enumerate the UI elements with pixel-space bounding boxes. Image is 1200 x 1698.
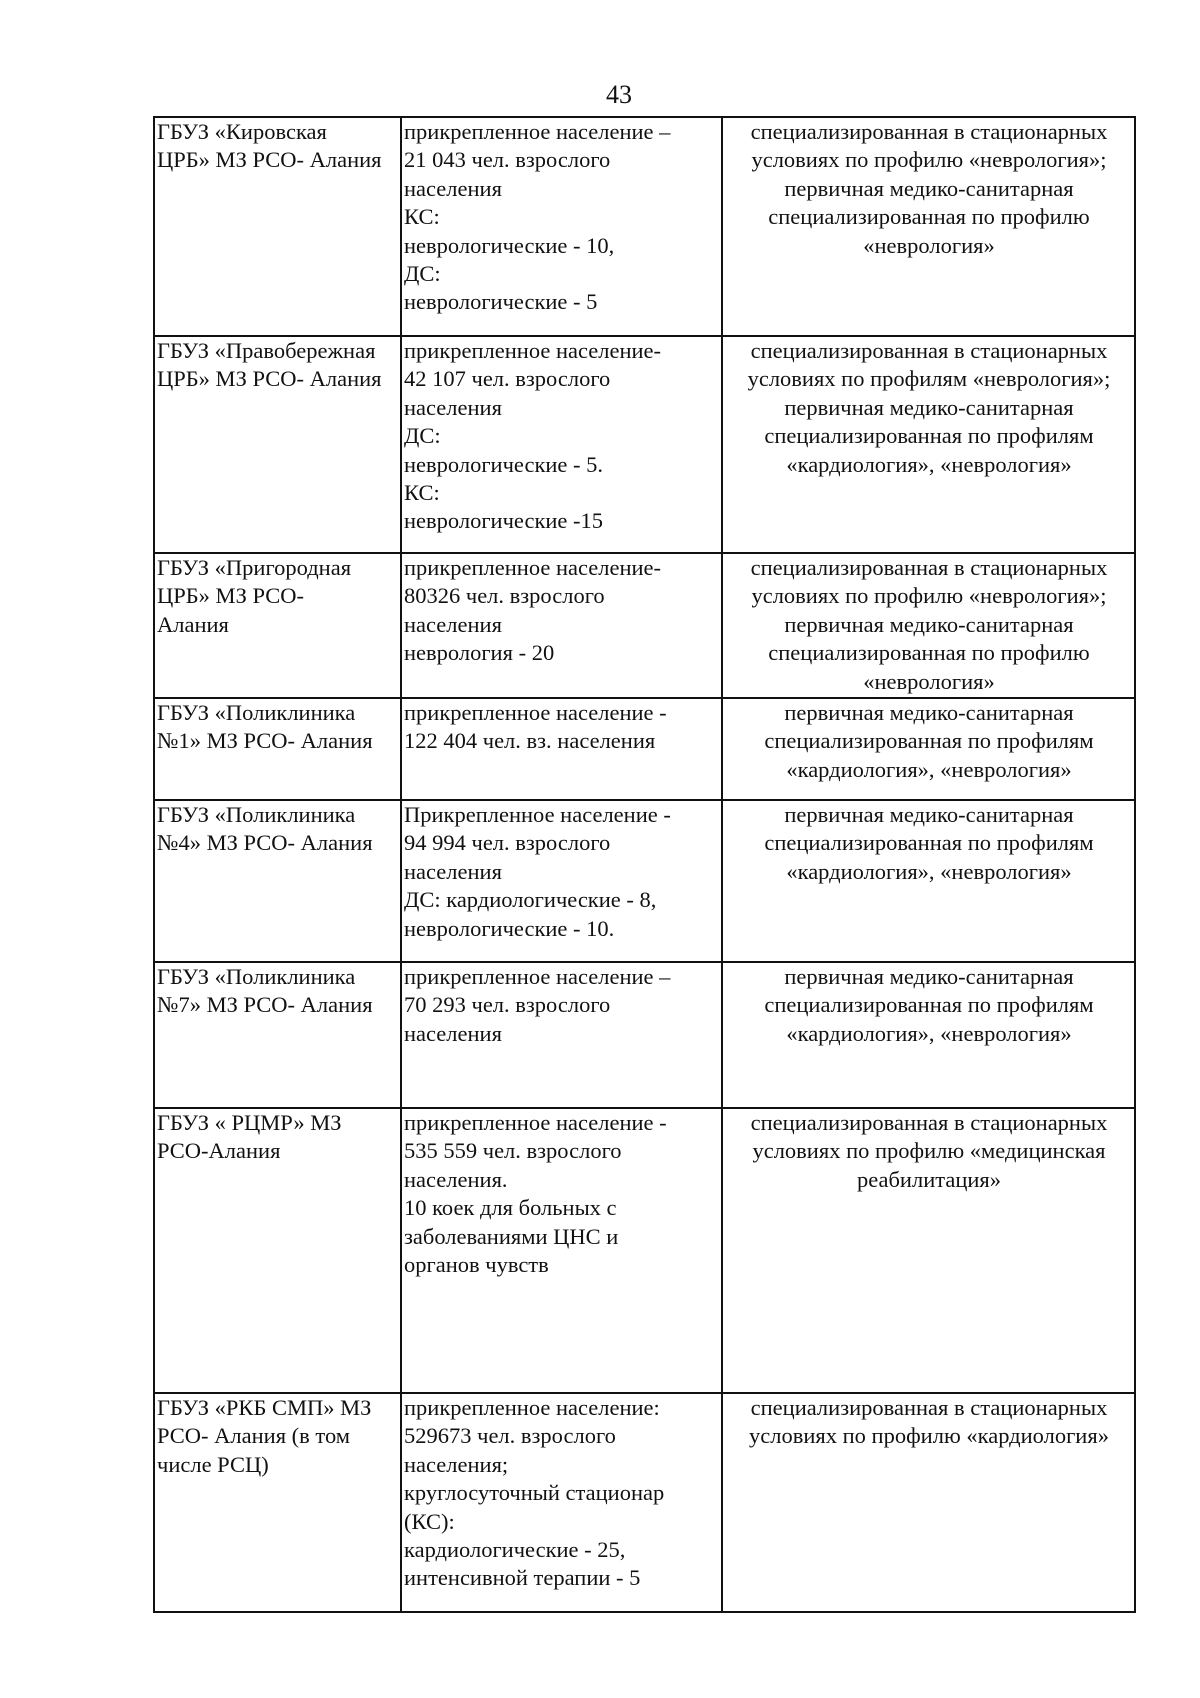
capacity-cell: [401, 117, 722, 336]
cell-text-line: специализированная в стационарных: [750, 119, 1108, 144]
cell-text-line: «кардиология», «неврология»: [786, 858, 1072, 884]
capacity-cell: [401, 1393, 722, 1612]
cell-text-line: реабилитация»: [856, 1166, 1002, 1192]
cell-text-line: ГБУЗ «Поликлиника: [157, 700, 356, 725]
table-row: [154, 698, 1135, 800]
organization-cell: [154, 117, 401, 336]
cell-text-line: прикрепленное население-: [404, 555, 662, 580]
cell-text-line: «кардиология», «неврология»: [786, 451, 1072, 477]
cell-text-line: «кардиология», «неврология»: [786, 756, 1072, 782]
cell-text-line: первичная медико-санитарная: [784, 964, 1074, 989]
cell-text-line: №4» МЗ РСО- Алания: [157, 830, 373, 856]
cell-text-line: населения: [404, 175, 502, 201]
cell-text-line: неврологические - 10.: [404, 915, 615, 941]
cell-text-line: ГБУЗ «Пригородная: [157, 555, 352, 580]
cell-text-line: 122 404 чел. вз. населения: [404, 728, 656, 754]
capacity-cell: [401, 800, 722, 962]
page-number: 43: [606, 80, 632, 109]
cell-text-line: условиях по профилям «неврология»;: [747, 366, 1111, 392]
cell-text-line: специализированная по профилям: [764, 728, 1094, 754]
capacity-cell: [401, 336, 722, 553]
cell-text-line: условиях по профилю «медицинская: [752, 1138, 1106, 1164]
cell-text-line: ГБУЗ «Поликлиника: [157, 964, 356, 989]
organization-cell: [154, 1393, 401, 1612]
capacity-cell: [401, 553, 722, 698]
cell-text-line: ГБУЗ «Поликлиника: [157, 802, 356, 827]
capacity-cell: [401, 962, 722, 1108]
cell-text-line: специализированная по профилю: [768, 640, 1090, 666]
cell-text-line: прикрепленное население-: [404, 338, 662, 363]
cell-text-line: КС:: [404, 480, 440, 506]
cell-text-line: «кардиология», «неврология»: [786, 1020, 1072, 1046]
cell-text-line: специализированная в стационарных: [750, 1110, 1108, 1135]
cell-text-line: первичная медико-санитарная: [784, 700, 1074, 725]
table-row: [154, 336, 1135, 553]
organization-cell: [154, 698, 401, 800]
cell-text-line: ГБУЗ «Кировская: [157, 119, 327, 144]
cell-text-line: Прикрепленное население -: [404, 802, 671, 827]
table-row: [154, 800, 1135, 962]
cell-text-line: прикрепленное население -: [404, 700, 667, 725]
cell-text-line: первичная медико-санитарная: [784, 802, 1074, 827]
cell-text-line: населения.: [404, 1166, 508, 1192]
cell-text-line: специализированная по профилям: [764, 423, 1094, 449]
cell-text-line: РСО-Алания: [157, 1138, 281, 1164]
cell-text-line: специализированная в стационарных: [750, 1395, 1108, 1420]
cell-text-line: 529673 чел. взрослого: [404, 1423, 616, 1449]
care-type-cell: [722, 800, 1135, 962]
cell-text-line: условиях по профилю «неврология»;: [751, 583, 1107, 609]
cell-text-line: интенсивной терапии - 5: [404, 1565, 641, 1591]
care-type-cell: [722, 553, 1135, 698]
cell-text-line: ЦРБ» МЗ РСО-: [157, 583, 304, 609]
cell-text-line: заболеваниями ЦНС и: [404, 1223, 619, 1249]
cell-text-line: ДС:: [404, 423, 441, 449]
cell-text-line: (КС):: [404, 1508, 455, 1534]
cell-text-line: 535 559 чел. взрослого: [404, 1138, 622, 1164]
organization-cell: [154, 800, 401, 962]
cell-text-line: ЦРБ» МЗ РСО- Алания: [157, 366, 382, 392]
cell-text-line: первичная медико-санитарная: [784, 611, 1074, 637]
table-row: [154, 117, 1135, 336]
cell-text-line: 94 994 чел. взрослого: [404, 830, 611, 856]
cell-text-line: населения;: [404, 1451, 509, 1477]
cell-text-line: КС:: [404, 204, 440, 230]
cell-text-line: прикрепленное население –: [404, 964, 671, 989]
cell-text-line: условиях по профилю «неврология»;: [751, 147, 1107, 173]
cell-text-line: первичная медико-санитарная: [784, 394, 1074, 420]
table-row: [154, 553, 1135, 698]
cell-text-line: «неврология»: [863, 668, 995, 694]
care-type-cell: [722, 117, 1135, 336]
cell-text-line: специализированная в стационарных: [750, 338, 1108, 363]
cell-text-line: ЦРБ» МЗ РСО- Алания: [157, 147, 382, 173]
cell-text-line: прикрепленное население -: [404, 1110, 667, 1135]
cell-text-line: 42 107 чел. взрослого: [404, 366, 611, 392]
cell-text-line: 80326 чел. взрослого: [404, 583, 605, 609]
care-type-cell: [722, 1393, 1135, 1612]
organization-cell: [154, 962, 401, 1108]
cell-text-line: населения: [404, 858, 502, 884]
table-row: [154, 1108, 1135, 1393]
care-type-cell: [722, 336, 1135, 553]
cell-text-line: Алания: [157, 611, 229, 637]
cell-text-line: ДС:: [404, 261, 441, 287]
cell-text-line: прикрепленное население –: [404, 119, 671, 144]
cell-text-line: ГБУЗ « РЦМР» МЗ: [157, 1110, 342, 1135]
cell-text-line: специализированная по профилю: [768, 204, 1090, 230]
cell-text-line: неврология - 20: [404, 640, 555, 666]
table-row: [154, 962, 1135, 1108]
cell-text-line: неврологические - 10,: [404, 232, 615, 258]
cell-text-line: специализированная по профилям: [764, 830, 1094, 856]
care-type-cell: [722, 1108, 1135, 1393]
capacity-cell: [401, 1108, 722, 1393]
capacity-cell: [401, 698, 722, 800]
cell-text-line: РСО- Алания (в том: [157, 1423, 351, 1449]
care-type-cell: [722, 698, 1135, 800]
table-body: [154, 117, 1135, 1612]
organization-cell: [154, 553, 401, 698]
cell-text-line: неврологические - 5: [404, 289, 598, 315]
cell-text-line: прикрепленное население:: [404, 1395, 660, 1420]
cell-text-line: 70 293 чел. взрослого: [404, 992, 611, 1018]
cell-text-line: кардиологические - 25,: [404, 1537, 626, 1563]
cell-text-line: «неврология»: [863, 232, 995, 258]
cell-text-line: круглосуточный стационар: [404, 1480, 665, 1506]
cell-text-line: условиях по профилю «кардиология»: [749, 1423, 1109, 1449]
cell-text-line: неврологические - 5.: [404, 451, 604, 477]
cell-text-line: №1» МЗ РСО- Алания: [157, 728, 373, 754]
cell-text-line: населения: [404, 394, 502, 420]
cell-text-line: №7» МЗ РСО- Алания: [157, 992, 373, 1018]
organization-cell: [154, 1108, 401, 1393]
cell-text-line: населения: [404, 611, 502, 637]
cell-text-line: ГБУЗ «РКБ СМП» МЗ: [157, 1395, 372, 1420]
facilities-table: [153, 116, 1136, 1613]
cell-text-line: 21 043 чел. взрослого: [404, 147, 611, 173]
cell-text-line: специализированная в стационарных: [750, 555, 1108, 580]
cell-text-line: числе РСЦ): [157, 1451, 269, 1477]
cell-text-line: органов чувств: [404, 1252, 549, 1278]
table-row: [154, 1393, 1135, 1612]
care-type-cell: [722, 962, 1135, 1108]
cell-text-line: ДС: кардиологические - 8,: [404, 887, 657, 913]
cell-text-line: неврологические -15: [404, 508, 604, 534]
cell-text-line: первичная медико-санитарная: [784, 175, 1074, 201]
cell-text-line: населения: [404, 1020, 502, 1046]
cell-text-line: ГБУЗ «Правобережная: [157, 338, 376, 363]
organization-cell: [154, 336, 401, 553]
cell-text-line: 10 коек для больных с: [404, 1195, 617, 1221]
cell-text-line: специализированная по профилям: [764, 992, 1094, 1018]
